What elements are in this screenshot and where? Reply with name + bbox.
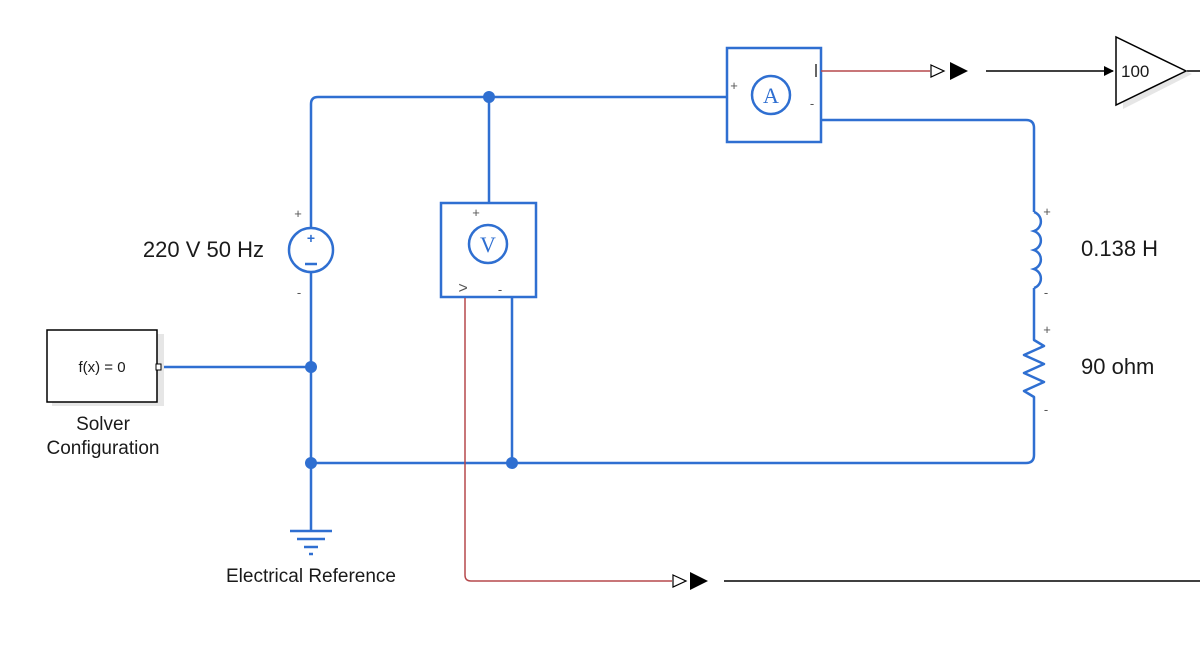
resistor-block[interactable] (1024, 322, 1051, 417)
current-sensor-block[interactable] (727, 48, 821, 142)
voltage-source-label: 220 V 50 Hz (142, 237, 264, 262)
sensor-output-wires (465, 71, 930, 581)
solver-label-line2: Configuration (46, 438, 160, 459)
voltmeter-letter: V (480, 232, 496, 257)
junction-bottom-voltmeter (506, 457, 518, 469)
voltmeter-plus: + (472, 205, 480, 220)
inductor-minus: - (1043, 285, 1049, 300)
junction-top (483, 91, 495, 103)
ps-simulink-converter-current[interactable] (931, 62, 968, 80)
resistor-label: 90 ohm (1081, 354, 1155, 379)
voltage-sensor-block[interactable] (441, 203, 536, 297)
solver-configuration-block[interactable] (47, 330, 164, 406)
voltmeter-minus: - (497, 282, 503, 297)
physical-wires (160, 97, 1034, 530)
solver-label-line1: Solver (76, 414, 130, 435)
simulink-signals (724, 71, 1200, 581)
source-plus-terminal: + (294, 206, 302, 221)
wire-ammeter-to-inductor[interactable] (812, 106, 1034, 212)
ammeter-minus: - (809, 96, 815, 111)
ammeter-plus: + (730, 78, 738, 93)
wire-resistor-to-bottom[interactable] (311, 404, 1034, 463)
electrical-reference-label: Electrical Reference (225, 566, 397, 587)
resistor-minus: - (1043, 402, 1049, 417)
source-minus-terminal: - (296, 285, 302, 300)
source-inner-plus: + (306, 230, 316, 246)
inductor-plus: + (1043, 204, 1051, 219)
solver-expression: f(x) = 0 (78, 359, 126, 376)
inductor-label: 0.138 H (1081, 236, 1159, 261)
gain-value: 100 (1121, 62, 1150, 81)
ps-simulink-converter-voltage[interactable] (673, 572, 708, 590)
gain-block[interactable] (1116, 37, 1192, 109)
electrical-reference-block[interactable] (290, 531, 332, 554)
resistor-plus: + (1043, 322, 1051, 337)
voltmeter-output-port: > (458, 280, 468, 297)
junction-solver (305, 361, 317, 373)
wire-voltmeter-minus[interactable] (489, 283, 512, 463)
junction-bottom-left (305, 457, 317, 469)
voltmeter-output-signal[interactable] (465, 298, 672, 581)
inductor-block[interactable] (1034, 204, 1051, 300)
ammeter-letter: A (763, 83, 779, 108)
